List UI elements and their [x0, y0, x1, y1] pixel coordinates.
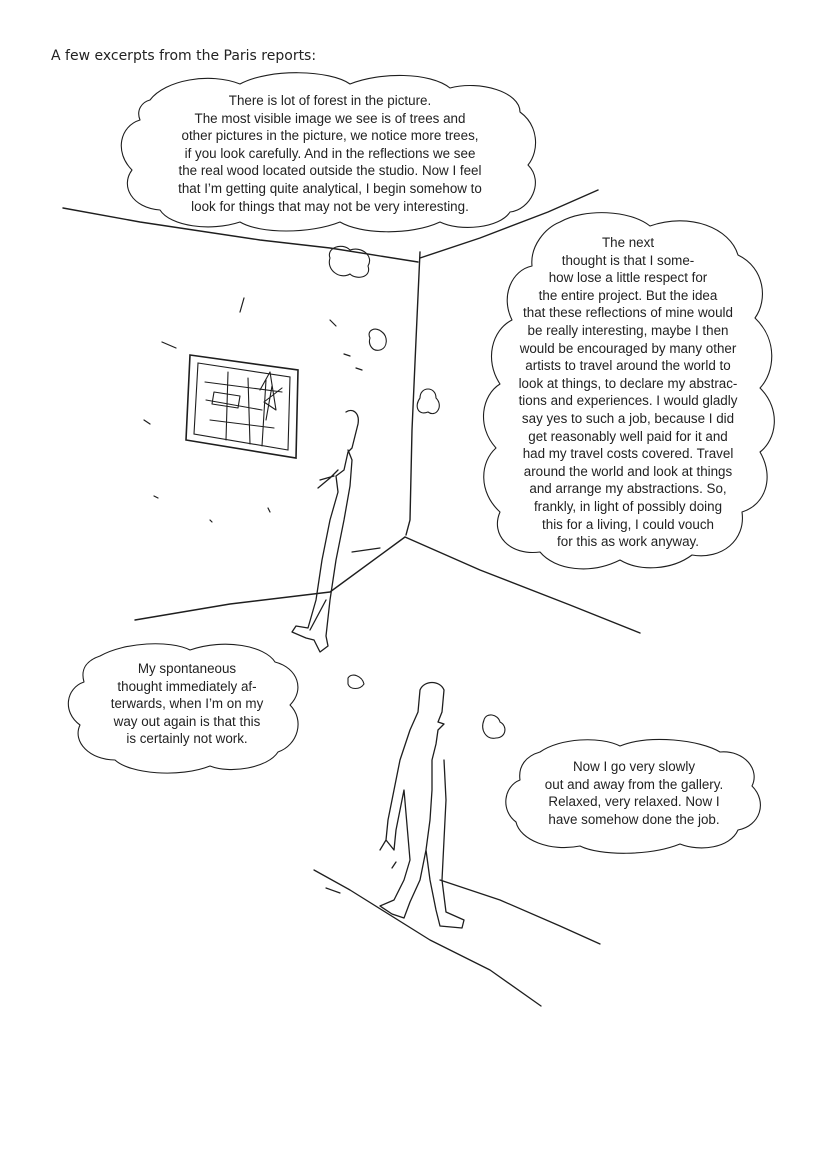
bubble-line: is certainly not work. — [126, 731, 248, 747]
bubble-line: Relaxed, very relaxed. Now I — [548, 794, 720, 810]
bubble-line: way out again is that this — [113, 713, 261, 729]
bubble-line: be really interesting, maybe I then — [527, 322, 729, 338]
corridor-left-edge — [314, 870, 541, 1006]
bubble-line: thought is that I some- — [561, 252, 695, 268]
thought-dot — [369, 329, 386, 350]
painting-scribbles — [205, 372, 282, 446]
bubble-line: how lose a little respect for — [548, 270, 708, 286]
bubble-line: other pictures in the picture, we notice more trees, — [181, 128, 479, 144]
bubble-line: would be encouraged by many other — [519, 340, 737, 356]
bubble-line: The most visible image we see is of trees and — [194, 110, 466, 126]
bubble-line: the real wood located outside the studio. Now I feel — [178, 163, 482, 179]
bubble-line: around the world and look at things — [523, 463, 733, 479]
bubble-line: The next — [601, 235, 655, 250]
bubble-line: that these reflections of mine would — [523, 305, 733, 321]
bubble-line: have somehow done the job. — [548, 811, 720, 827]
bubble-line: My spontaneous — [137, 661, 237, 676]
bubble-spontaneous-text — [72, 660, 302, 748]
bubble-line: out and away from the gallery. — [544, 776, 724, 792]
standing-figure — [292, 411, 358, 653]
page-heading: A few excerpts from the Paris reports: — [51, 48, 317, 64]
thought-dot — [483, 715, 505, 738]
bubble-line: had my travel costs covered. Travel — [522, 446, 734, 462]
bubble-line: thought immediately af- — [117, 678, 257, 694]
room-floor-left — [135, 537, 405, 620]
bubble-line: There is lot of forest in the picture. — [228, 93, 432, 108]
bubble-line: frankly, in light of possibly doing — [533, 498, 723, 514]
bubble-line: artists to travel around the world to — [525, 358, 731, 374]
bubble-next-thought-text — [488, 234, 768, 551]
bubble-line: get reasonably well paid for it and — [528, 428, 728, 444]
bubble-line: look for things that may not be very interesting. — [191, 198, 469, 214]
bubble-line: if you look carefully. And in the reflections we see — [184, 145, 476, 161]
bubble-line: that I’m getting quite analytical, I begin somehow to — [178, 180, 482, 196]
walking-figure — [380, 683, 464, 929]
room-corner-vertical — [406, 252, 420, 535]
bubble-line: for this as work anyway. — [557, 534, 699, 550]
corridor-short-line — [326, 888, 340, 893]
bubble-slowly-text — [516, 758, 752, 828]
thought-dot — [417, 389, 439, 414]
bubble-line: Now I go very slowly — [572, 759, 696, 774]
sketch-strokes — [144, 298, 362, 522]
bubble-forest-text — [120, 92, 540, 215]
bubble-line: look at things, to declare my abstrac- — [518, 375, 738, 391]
bubble-line: terwards, when I’m on my — [110, 696, 264, 712]
thought-dot — [348, 675, 364, 688]
room-ceiling-left — [63, 208, 418, 262]
bubble-line: say yes to such a job, because I did — [521, 410, 735, 426]
room-floor-edge — [352, 548, 380, 552]
corridor-right-edge — [440, 880, 600, 944]
bubble-line: this for a living, I could vouch — [542, 516, 714, 532]
bubble-line: tions and experiences. I would gladly — [518, 393, 738, 409]
bubble-line: and arrange my abstractions. So, — [529, 481, 727, 497]
bubble-line: the entire project. But the idea — [538, 287, 718, 303]
